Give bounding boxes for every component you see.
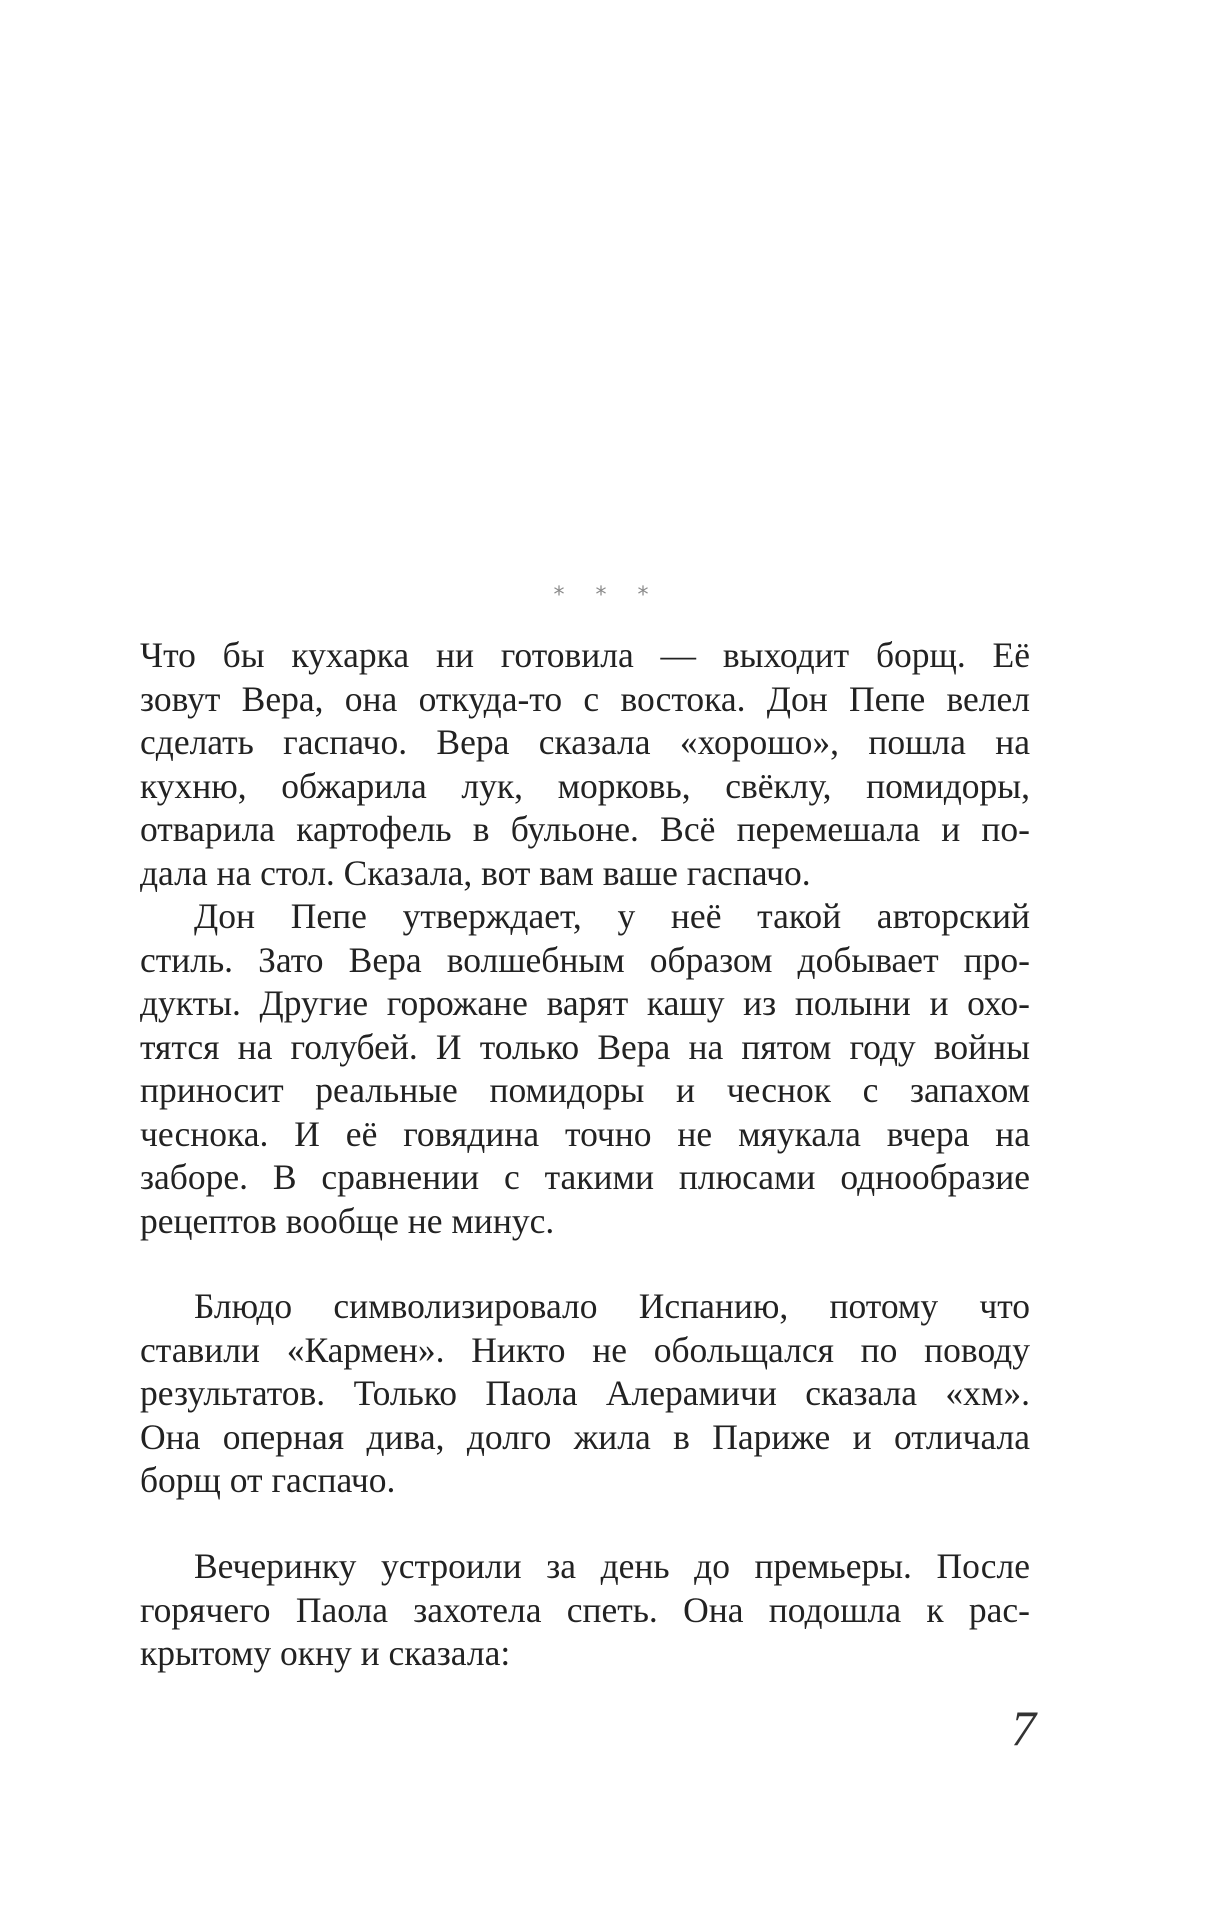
text-line: кухню, обжарила лук, морковь, свёклу, помидоры, [140, 765, 1030, 806]
text-line: Дон Пепе утверждает, у неё такой авторский [194, 896, 1030, 936]
text-block-2 [140, 1285, 1030, 1503]
text-line: дукты. Другие горожане варят кашу из полыни и охо- [140, 983, 1030, 1023]
page-number: 7 [1011, 1700, 1036, 1756]
text-line: сделать гаспачо. Вера сказала «хорошо», пошла на [140, 722, 1030, 762]
text-line: заборе. В сравнении с такими плюсами однообразие [140, 1157, 1030, 1197]
text-line: приносит реальные помидоры и чеснок с запахом [140, 1070, 1030, 1110]
text-line: Она оперная дива, долго жила в Париже и отличала [140, 1416, 1030, 1457]
text-block-1 [140, 634, 1030, 1243]
text-block-3 [140, 1545, 1030, 1676]
text-line: рецептов вообще не минус. [140, 1200, 555, 1241]
text-line: ставили «Кармен». Никто не обольщался по поводу [140, 1329, 1030, 1370]
text-line: отварила картофель в бульоне. Всё перемешала и по- [140, 809, 1030, 849]
text-line: чеснока. И её говядина точно не мяукала вчера на [140, 1113, 1030, 1154]
text-line: зовут Вера, она откуда-то с востока. Дон Пепе велел [140, 678, 1030, 719]
text-line: результатов. Только Паола Алерамичи сказала «хм». [140, 1373, 1030, 1413]
text-line: крытому окну и сказала: [140, 1633, 511, 1673]
section-separator: * * * [553, 583, 661, 608]
text-line: горячего Паола захотела спеть. Она подошла к рас- [140, 1589, 1030, 1630]
text-line: Блюдо символизировало Испанию, потому что [194, 1286, 1030, 1326]
text-line: стиль. Зато Вера волшебным образом добывает про- [140, 939, 1030, 980]
text-line: дала на стол. Сказала, вот вам ваше гаспачо. [140, 852, 811, 893]
text-line: тятся на голубей. И только Вера на пятом году войны [140, 1026, 1030, 1067]
text-line: борщ от гаспачо. [140, 1460, 396, 1500]
text-line: Вечеринку устроили за день до премьеры. После [194, 1546, 1030, 1586]
text-line: Что бы кухарка ни готовила — выходит борщ. Её [140, 635, 1030, 675]
